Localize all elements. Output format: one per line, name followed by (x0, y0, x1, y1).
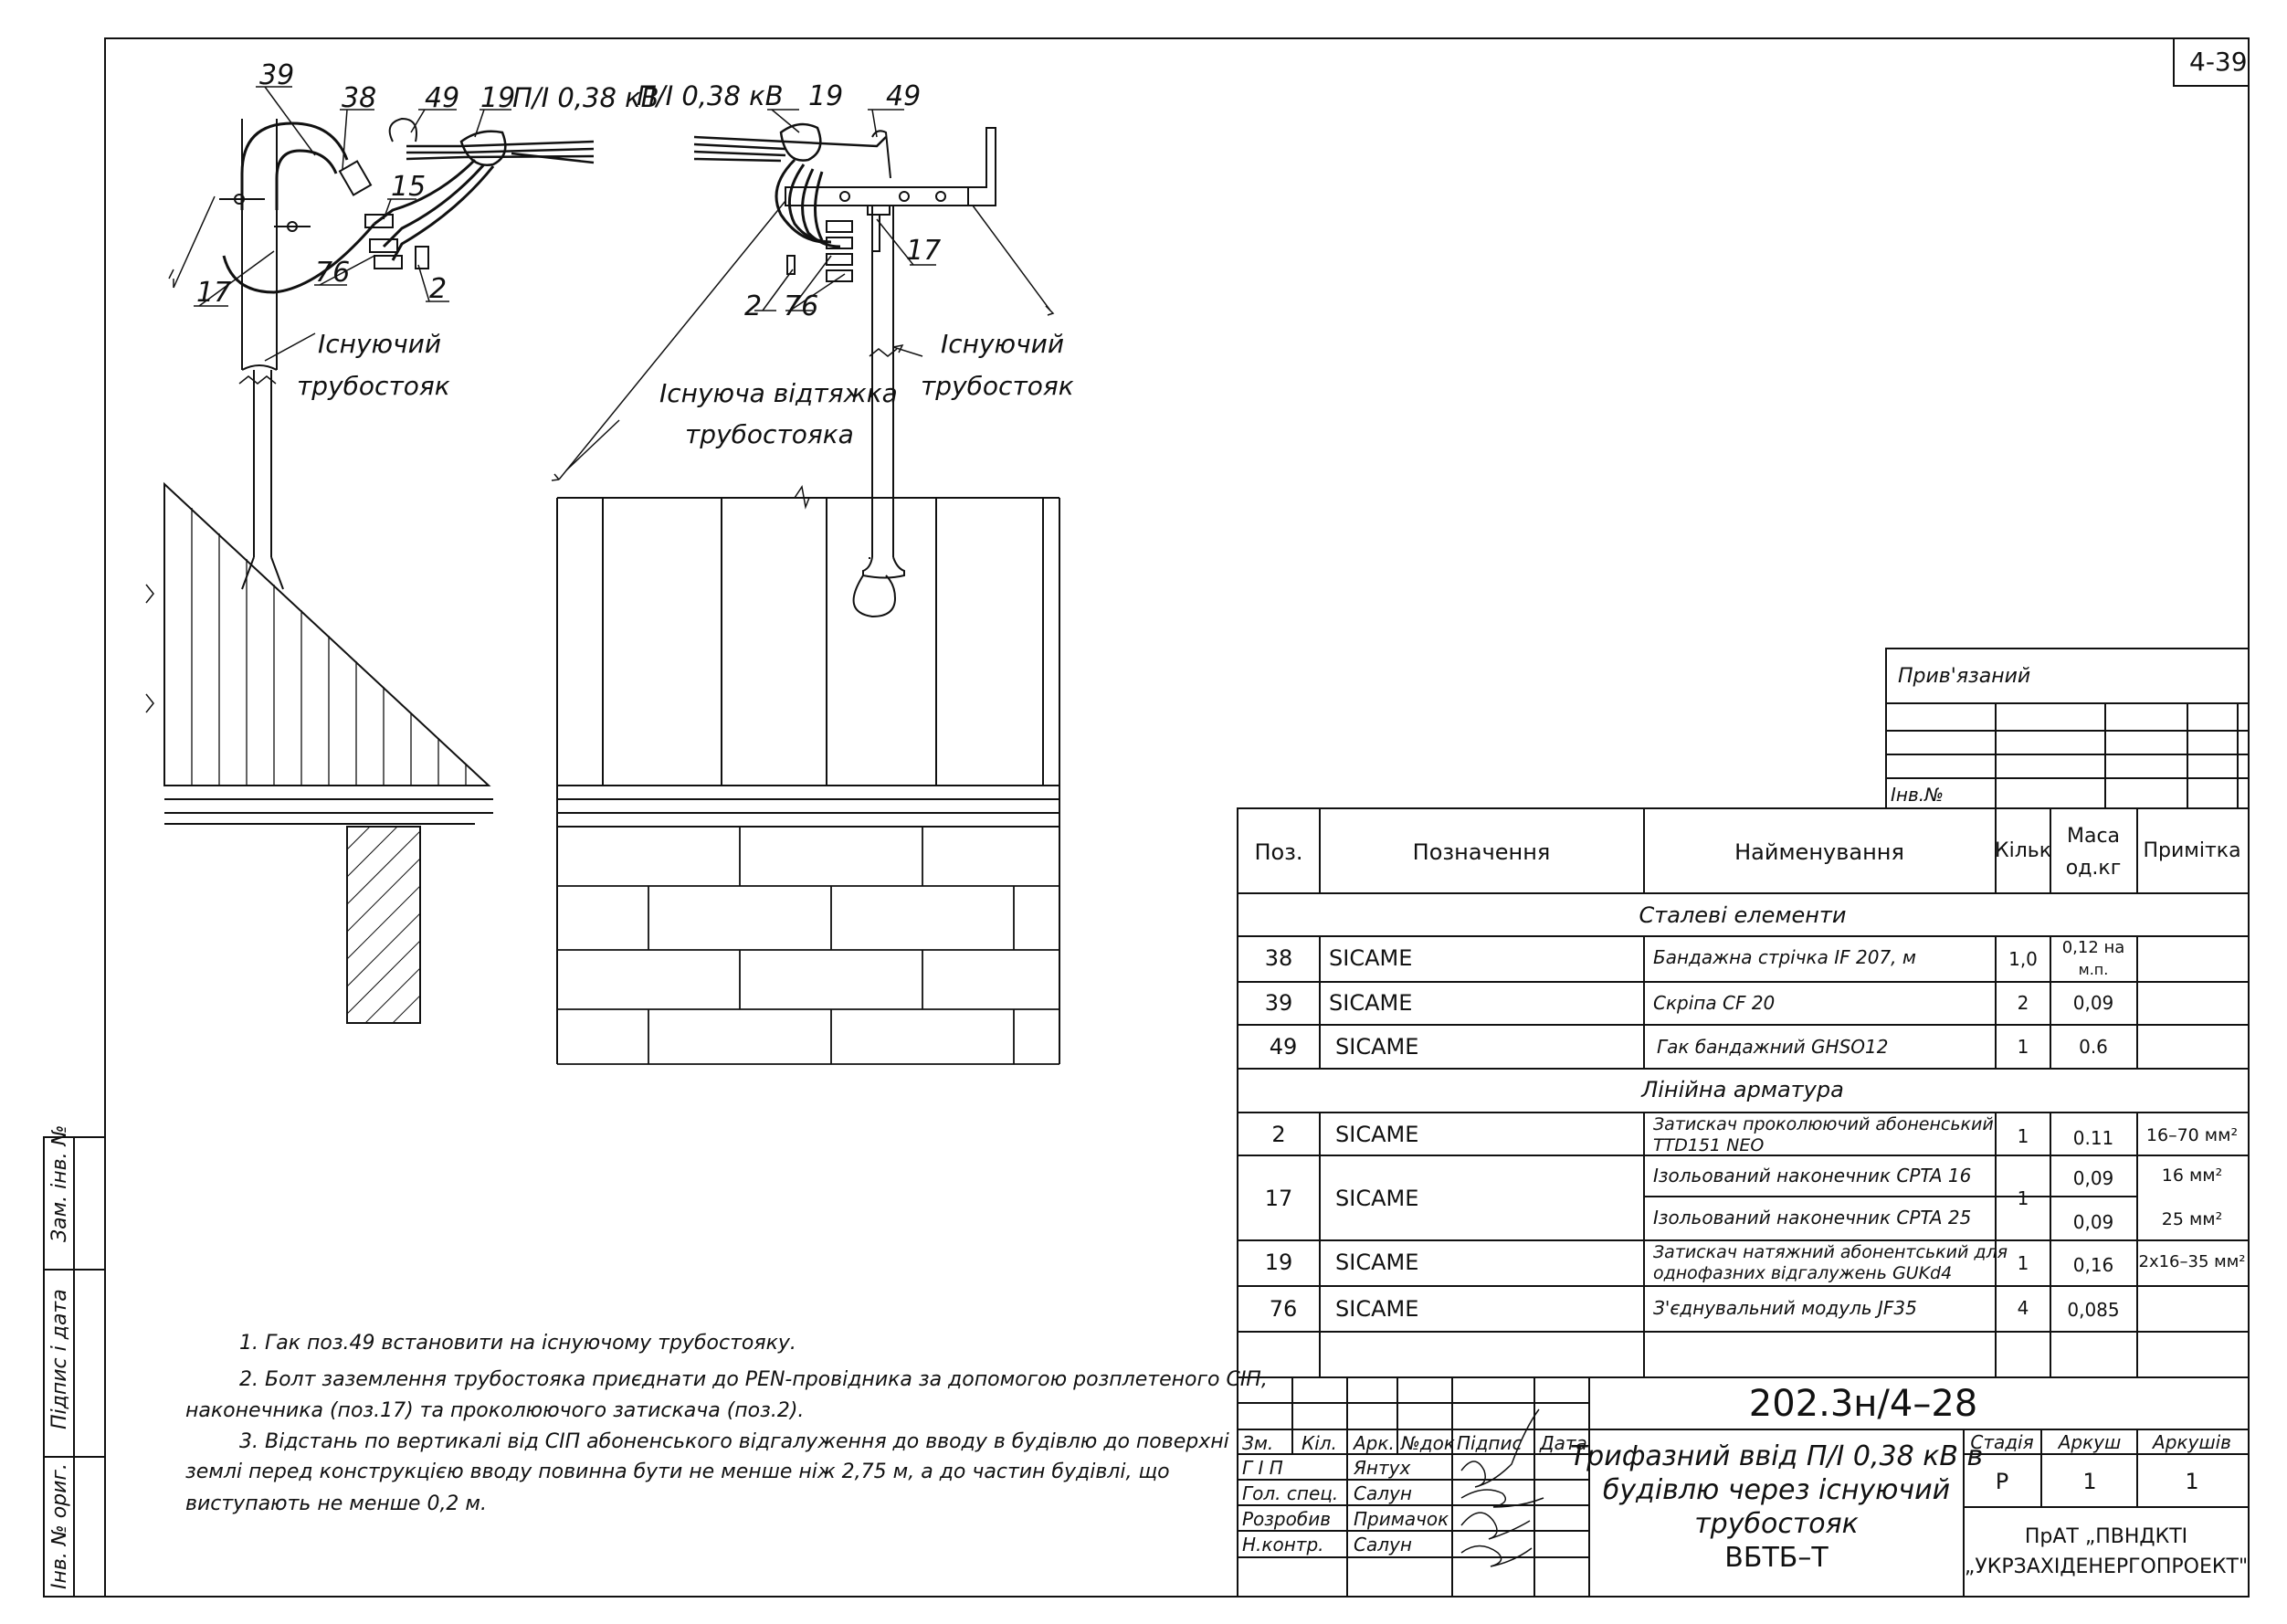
cell-masa-2: 0,09 (2072, 1211, 2114, 1233)
label-19-right: 19 (808, 80, 844, 112)
cell-naim-2: TTD151 NEO (1653, 1135, 1765, 1155)
tb-org-2: „УКРЗАХІДЕНЕРГОПРОЕКТ" (1964, 1555, 2249, 1578)
tb-role: Г І П (1242, 1457, 1283, 1479)
tb-name: Салун (1354, 1534, 1412, 1555)
spec-header-kil: Кільк (1994, 839, 2052, 862)
label-2-right: 2 (744, 290, 763, 322)
spec-header-masa-1: Маса (2066, 825, 2121, 848)
cell-masa-unit: м.п. (2078, 961, 2109, 978)
cell-naim: Бандажна стрічка IF 207, м (1653, 946, 1916, 968)
tb-name: Салун (1354, 1482, 1412, 1504)
tb-name: Янтух (1354, 1457, 1411, 1479)
note-line: наконечника (поз.17) та проколюючого затискача (поз.2). (185, 1399, 805, 1422)
tb-stadia: Р (1995, 1469, 2009, 1494)
label-49: 49 (425, 82, 460, 114)
cell-poz: 17 (1264, 1186, 1293, 1211)
spec-section-steel: Сталеві елементи (1639, 902, 1847, 928)
cell-pozn: SICAME (1335, 1034, 1419, 1060)
tb-hdr-zm: Зм. (1242, 1432, 1274, 1454)
cell-prym-2: 25 мм² (2161, 1209, 2223, 1229)
label-line-left: П/І 0,38 кВ (512, 82, 659, 113)
cell-pozn: SICAME (1335, 1250, 1419, 1275)
label-38: 38 (342, 82, 377, 114)
right-riser-drawing (552, 110, 1059, 1064)
tb-hdr-pidp: Підпис (1457, 1432, 1523, 1454)
tb-arkush-header: Аркуш (2058, 1431, 2122, 1453)
cell-naim: Затискач натяжний абонентський для (1653, 1242, 2008, 1262)
cell-masa: 0.6 (2079, 1036, 2108, 1058)
tb-role: Н.контр. (1242, 1534, 1324, 1555)
cell-kil: 1,0 (2008, 948, 2038, 970)
label-riser-left-2: трубостояк (297, 371, 450, 401)
cell-masa: 0,085 (2067, 1299, 2120, 1321)
cell-prym: 16–70 мм² (2145, 1125, 2239, 1145)
cell-masa: 0.11 (2072, 1127, 2114, 1149)
label-guy-1: Існуюча відтяжка (659, 378, 898, 408)
tb-hdr-data: Дата (1540, 1432, 1587, 1454)
cell-pozn: SICAME (1335, 1296, 1419, 1322)
note-line: 3. Відстань по вертикалі від СІП абоненського відгалуження до вводу в будівлю до поверхні (239, 1430, 1229, 1453)
cell-pozn: SICAME (1335, 1122, 1419, 1147)
tb-role: Гол. спец. (1242, 1482, 1339, 1504)
label-guy-2: трубостояка (685, 419, 854, 449)
cell-kil: 2 (2017, 992, 2029, 1014)
cell-poz: 2 (1271, 1122, 1286, 1147)
tb-stadia-header: Стадія (1970, 1431, 2034, 1453)
label-76: 76 (315, 257, 351, 289)
label-39: 39 (259, 59, 295, 91)
cell-kil: 1 (2017, 1252, 2029, 1274)
cell-naim-2: Ізольований наконечник CPTA 25 (1653, 1207, 1972, 1229)
drawing-title-line: ВБТБ–Т (1724, 1542, 1829, 1574)
label-riser-right-2: трубостояк (921, 371, 1074, 401)
left-riser-drawing (146, 87, 594, 1023)
cell-poz: 49 (1269, 1034, 1298, 1060)
cell-pozn: SICAME (1329, 945, 1413, 971)
cell-prym: 16 мм² (2161, 1165, 2223, 1186)
label-riser-left-1: Існуючий (318, 329, 442, 359)
cell-masa: 0,09 (2072, 992, 2114, 1014)
sheet-frame (105, 38, 2249, 1597)
cell-masa: 0,12 на (2061, 938, 2125, 957)
cell-masa: 0,16 (2072, 1254, 2114, 1276)
cell-naim: Ізольований наконечник CPTA 16 (1653, 1165, 1972, 1186)
label-49-right: 49 (886, 80, 922, 112)
spec-header-poz: Поз. (1254, 839, 1303, 865)
cell-kil: 4 (2017, 1297, 2029, 1319)
note-line: землі перед конструкцією вводу повинна бути не менше ніж 2,75 м, а до частин будівлі, що (185, 1461, 1170, 1483)
cell-kil: 1 (2017, 1036, 2029, 1058)
label-17-right: 17 (906, 235, 942, 267)
cell-prym: 2х16–35 мм² (2138, 1252, 2246, 1271)
drawing-title-line: трубостояк (1694, 1508, 1859, 1540)
label-line-right: П/І 0,38 кВ (637, 80, 784, 111)
tb-arkushiv-header: Аркушів (2153, 1431, 2231, 1453)
cell-masa: 0,09 (2072, 1167, 2114, 1189)
tb-arkush: 1 (2082, 1469, 2097, 1494)
label-17: 17 (196, 277, 232, 309)
pryv-title: Прив'язаний (1898, 665, 2031, 688)
drawing-title-line: Трифазний ввід П/І 0,38 кВ в (1569, 1440, 1984, 1472)
tb-hdr-kil: Кіл. (1302, 1432, 1337, 1454)
tb-name: Примачок (1354, 1508, 1449, 1530)
cell-kil: 1 (2017, 1125, 2029, 1147)
spec-header-pozn: Позначення (1412, 839, 1551, 865)
tb-org-1: ПрАТ „ПВНДКТІ (2024, 1525, 2188, 1548)
tb-role: Розробив (1242, 1508, 1331, 1530)
side-stamp-inv: Інв. № ориг. (48, 1463, 71, 1589)
tb-hdr-ndok: №док (1401, 1432, 1455, 1454)
label-19: 19 (480, 82, 516, 114)
pryv-inv: Інв.№ (1891, 784, 1944, 806)
cell-poz: 38 (1264, 945, 1293, 971)
spec-header-naim: Найменування (1734, 839, 1904, 865)
cell-naim: Гак бандажний GHSO12 (1657, 1036, 1889, 1058)
cell-pozn: SICAME (1335, 1186, 1419, 1211)
tb-arkushiv: 1 (2185, 1469, 2199, 1494)
label-2: 2 (429, 273, 448, 305)
cell-kil: 1 (2017, 1187, 2029, 1209)
drawing-title-line: будівлю через існуючий (1602, 1474, 1951, 1506)
drawing-code: 202.3н/4–28 (1748, 1383, 1978, 1425)
cell-naim: Затискач проколюючий абоненський (1653, 1114, 1994, 1134)
cell-poz: 39 (1264, 990, 1293, 1016)
tb-hdr-ark: Арк. (1354, 1432, 1395, 1454)
cell-pozn: SICAME (1329, 990, 1413, 1016)
spec-header-masa-2: од.кг (2065, 857, 2122, 880)
label-76-right: 76 (784, 290, 819, 322)
sheet-number: 4-39 (2189, 47, 2248, 77)
note-line: 1. Гак поз.49 встановити на існуючому трубостояку. (239, 1332, 796, 1355)
cell-naim-2: однофазних відгалужень GUKd4 (1653, 1263, 1953, 1283)
spec-header-prym: Примітка (2143, 839, 2241, 862)
cell-poz: 19 (1264, 1250, 1293, 1275)
note-line: виступають не менше 0,2 м. (185, 1492, 488, 1515)
cell-poz: 76 (1269, 1296, 1298, 1322)
spec-section-fittings: Лінійна арматура (1641, 1077, 1844, 1102)
label-riser-right-1: Існуючий (941, 329, 1065, 359)
cell-naim: З'єднувальний модуль JF35 (1653, 1297, 1917, 1319)
note-line: 2. Болт заземлення трубостояка приєднати до PEN-провідника за допомогою розплетеного СІП, (239, 1368, 1268, 1391)
side-stamp-pidpys: Підпис і дата (48, 1289, 71, 1429)
side-stamp-zam: Зам. інв. № (48, 1124, 71, 1242)
cell-naim: Скріпа CF 20 (1653, 992, 1776, 1014)
label-15: 15 (391, 171, 427, 203)
